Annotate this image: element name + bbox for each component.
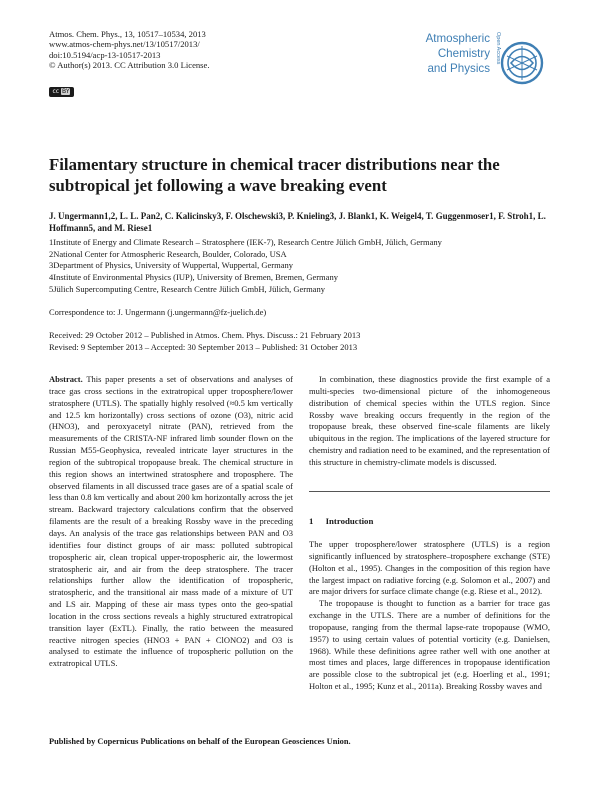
journal-url-link[interactable]: www.atmos-chem-phys.net/13/10517/2013/ bbox=[49, 39, 200, 50]
abstract-continued-paragraph: In combination, these diagnostics provide the first example of a multi-species two-dimensional picture of the inhomogeneous distribution of chemical species within the UTLS region. Since Rossby wave breaking occurs frequently in the region of the tropopause break, these observed fine-scale filaments are likely ubiquitous in the region. The implications of the layered structure for chemistry and radiation need to be examined, and the representation of this structure in chemistry-climate models is discussed. bbox=[309, 374, 550, 467]
open-access-label: Open Access bbox=[495, 32, 501, 65]
copyright-line: © Author(s) 2013. CC Attribution 3.0 License. bbox=[49, 60, 210, 71]
revised-line: Revised: 9 September 2013 – Accepted: 30 September 2013 – Published: 31 October 2013 bbox=[49, 342, 358, 352]
journal-logo-text bbox=[410, 31, 490, 76]
intro-paragraph-2: The tropopause is thought to function as a barrier for trace gas exchange in the UTLS. There are a number of definitions for the tropopause, ranging from the thermal lapse-rate tropopause (WMO, 1957) to using certain values of potential vorticity (e.g. Danielsen, 1968). While these definitions agree rather well with one another at most times and places, large differences in tropopause identification are possible close to the subtropical jet (e.g. Hoerling et al., 1991; Holton et al., 1995; Kunz et al., 2011a). Breaking Rossby waves and bbox=[309, 598, 550, 692]
affiliation-2: 2National Center for Atmospheric Research, Boulder, Colorado, USA bbox=[49, 248, 287, 259]
intro-paragraph-1: The upper troposphere/lower stratosphere (UTLS) is a region significantly influenced by stratosphere–troposphere exchange (STE) (Holton et al., 1995). Changes in the composition of this region have the largest impact on radiative forcing (e.g. Solomon et al., 2007) and are major drivers for surface climate change (e.g. Riese et al., 2012). bbox=[309, 539, 550, 597]
abstract-continued-column bbox=[309, 374, 550, 469]
citation-block bbox=[49, 29, 210, 71]
abstract-column bbox=[49, 374, 293, 670]
affiliation-1: 1Institute of Energy and Climate Research – Stratosphere (IEK-7), Research Centre Jülich GmbH, Jülich, Germany bbox=[49, 237, 442, 247]
cc-by-label: BY bbox=[62, 88, 70, 95]
affiliation-list bbox=[49, 237, 549, 296]
paper-title: Filamentary structure in chemical tracer distributions near the subtropical jet following a wave breaking event bbox=[49, 155, 500, 195]
affiliation-4: 4Institute of Environmental Physics (IUP), University of Bremen, Bremen, Germany bbox=[49, 272, 338, 283]
publication-dates bbox=[49, 329, 360, 353]
abstract-label: Abstract. bbox=[49, 374, 83, 384]
journal-logo-line3: and Physics bbox=[427, 62, 490, 75]
introduction-column bbox=[309, 539, 550, 693]
affiliation-5: 5Jülich Supercomputing Centre, Research Centre Jülich GmbH, Jülich, Germany bbox=[49, 283, 325, 294]
abstract-text: This paper presents a set of observations and analyses of trace gas cross sections in the extratropical upper troposphere/lower stratosphere (UTLS). The spatially highly resolved (≈0.5 km vertically and 12.5 km horizontally) cross sections of ozone (O3), nitric acid (HNO3), and peroxyacetyl nitrate (PAN), retrieved from the measurements of the CRISTA-NF infrared limb sounder flown on the Russian M55-Geophysica, revealed intricate layer structures in the region of the subtropical tropopause break. The chemical structure in this region shows an intertwined stratosphere and troposphere. The observed filaments in all discussed trace gases are of a spatial scale of less than 0.8 km vertically and about 200 km horizontally across the jet stream. Backward trajectory calculations confirm that the observed filaments are the result of a breaking Rossby wave in the preceding days. An analysis of the trace gas relationships between PAN and O3 identifies four distinct groups of air mass: polluted subtropical tropospheric air, clean tropical upper-tropospheric air, the lowermost stratospheric air, and air from the deep stratosphere. The tracer relationships further allow the identification of tropospheric, stratospheric, and the transitional air mass made of a mixture of UT and LS air. Mapping of these air mass types onto the geo-spatial location in the cross sections reveals a highly structured extratropical transition layer (ExTL). Finally, the ratio between the measured reactive nitrogen species (HNO3 + PAN + ClONO2) and O3 is analysed to estimate the influence of tropospheric pollution on the extratropical UTLS. bbox=[49, 374, 293, 669]
publisher-footer: Published by Copernicus Publications on behalf of the European Geosciences Union. bbox=[49, 737, 351, 746]
correspondence-line: Correspondence to: J. Ungermann (j.ungermann@fz-juelich.de) bbox=[49, 307, 267, 317]
section-divider bbox=[309, 491, 550, 492]
citation-line: Atmos. Chem. Phys., 13, 10517–10534, 2013 bbox=[49, 29, 206, 39]
journal-logo-line1: Atmospheric bbox=[425, 32, 490, 45]
section-number: 1 bbox=[309, 516, 314, 526]
abstract-paragraph bbox=[49, 374, 293, 670]
received-line: Received: 29 October 2012 – Published in Atmos. Chem. Phys. Discuss.: 21 February 2013 bbox=[49, 330, 361, 340]
doi-link[interactable]: doi:10.5194/acp-13-10517-2013 bbox=[49, 49, 161, 60]
affiliation-3: 3Department of Physics, University of Wuppertal, Wuppertal, Germany bbox=[49, 260, 294, 271]
section-heading bbox=[309, 516, 373, 526]
journal-logo-line2: Chemistry bbox=[437, 47, 490, 60]
cc-badge-label: cc bbox=[52, 88, 60, 95]
author-list: J. Ungermann1,2, L. L. Pan2, C. Kalicinsky3, F. Olschewski3, P. Knieling3, J. Blank1, K. Weigel4, T. Guggenmoser1, F. Stroh1, L. Hoffmann5, and M. Riese1 bbox=[49, 211, 546, 234]
section-title: Introduction bbox=[325, 516, 374, 526]
egu-emblem-icon bbox=[499, 40, 545, 86]
cc-license-icon[interactable] bbox=[49, 87, 74, 97]
